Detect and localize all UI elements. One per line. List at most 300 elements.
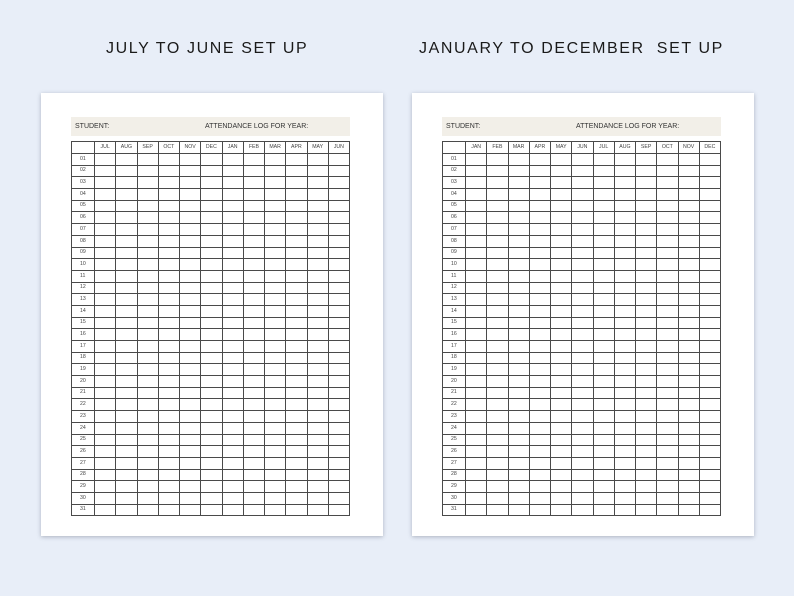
attendance-cell[interactable] [678,434,699,446]
attendance-cell[interactable] [614,411,635,423]
attendance-cell[interactable] [699,224,720,236]
attendance-cell[interactable] [137,434,158,446]
attendance-cell[interactable] [116,329,137,341]
attendance-cell[interactable] [529,270,550,282]
attendance-cell[interactable] [95,294,116,306]
attendance-cell[interactable] [487,259,508,271]
attendance-cell[interactable] [614,434,635,446]
attendance-cell[interactable] [265,329,286,341]
attendance-cell[interactable] [636,387,657,399]
attendance-cell[interactable] [243,469,264,481]
attendance-cell[interactable] [572,352,593,364]
attendance-cell[interactable] [328,364,349,376]
attendance-cell[interactable] [551,446,572,458]
attendance-cell[interactable] [137,352,158,364]
attendance-cell[interactable] [137,411,158,423]
attendance-cell[interactable] [116,352,137,364]
attendance-cell[interactable] [158,411,179,423]
attendance-cell[interactable] [487,457,508,469]
attendance-cell[interactable] [158,364,179,376]
attendance-cell[interactable] [678,282,699,294]
attendance-cell[interactable] [657,492,678,504]
attendance-cell[interactable] [95,154,116,166]
attendance-cell[interactable] [678,235,699,247]
attendance-cell[interactable] [95,200,116,212]
attendance-cell[interactable] [265,352,286,364]
attendance-cell[interactable] [158,154,179,166]
attendance-cell[interactable] [137,422,158,434]
attendance-cell[interactable] [201,224,222,236]
attendance-cell[interactable] [508,329,529,341]
attendance-cell[interactable] [286,329,307,341]
attendance-cell[interactable] [328,317,349,329]
attendance-cell[interactable] [572,364,593,376]
attendance-cell[interactable] [636,352,657,364]
attendance-cell[interactable] [466,177,487,189]
attendance-cell[interactable] [265,411,286,423]
attendance-cell[interactable] [116,270,137,282]
attendance-cell[interactable] [222,481,243,493]
attendance-cell[interactable] [180,492,201,504]
attendance-cell[interactable] [95,387,116,399]
attendance-cell[interactable] [95,492,116,504]
attendance-cell[interactable] [593,434,614,446]
attendance-cell[interactable] [487,446,508,458]
attendance-cell[interactable] [286,270,307,282]
attendance-cell[interactable] [222,376,243,388]
attendance-cell[interactable] [137,200,158,212]
attendance-cell[interactable] [572,212,593,224]
attendance-cell[interactable] [636,329,657,341]
attendance-cell[interactable] [636,177,657,189]
attendance-cell[interactable] [116,200,137,212]
attendance-cell[interactable] [243,317,264,329]
attendance-cell[interactable] [657,387,678,399]
attendance-cell[interactable] [265,270,286,282]
attendance-cell[interactable] [593,399,614,411]
attendance-cell[interactable] [116,189,137,201]
attendance-cell[interactable] [137,469,158,481]
attendance-cell[interactable] [657,317,678,329]
attendance-cell[interactable] [487,411,508,423]
attendance-cell[interactable] [487,282,508,294]
attendance-cell[interactable] [593,282,614,294]
attendance-cell[interactable] [699,434,720,446]
attendance-cell[interactable] [551,399,572,411]
attendance-cell[interactable] [95,504,116,516]
attendance-cell[interactable] [614,457,635,469]
attendance-cell[interactable] [137,504,158,516]
attendance-cell[interactable] [529,235,550,247]
attendance-cell[interactable] [201,282,222,294]
attendance-cell[interactable] [222,200,243,212]
attendance-cell[interactable] [614,352,635,364]
attendance-cell[interactable] [222,492,243,504]
attendance-cell[interactable] [487,294,508,306]
attendance-cell[interactable] [466,399,487,411]
attendance-cell[interactable] [551,177,572,189]
attendance-cell[interactable] [286,399,307,411]
attendance-cell[interactable] [286,212,307,224]
attendance-cell[interactable] [286,294,307,306]
attendance-cell[interactable] [657,177,678,189]
attendance-cell[interactable] [180,457,201,469]
attendance-cell[interactable] [201,329,222,341]
attendance-cell[interactable] [116,364,137,376]
attendance-cell[interactable] [699,235,720,247]
attendance-cell[interactable] [508,189,529,201]
attendance-cell[interactable] [243,504,264,516]
attendance-cell[interactable] [243,422,264,434]
attendance-cell[interactable] [158,200,179,212]
attendance-cell[interactable] [508,364,529,376]
attendance-cell[interactable] [265,422,286,434]
attendance-cell[interactable] [487,376,508,388]
attendance-cell[interactable] [158,457,179,469]
attendance-cell[interactable] [551,457,572,469]
attendance-cell[interactable] [286,235,307,247]
attendance-cell[interactable] [201,235,222,247]
attendance-cell[interactable] [286,492,307,504]
attendance-cell[interactable] [636,446,657,458]
attendance-cell[interactable] [116,481,137,493]
attendance-cell[interactable] [265,364,286,376]
attendance-cell[interactable] [487,434,508,446]
attendance-cell[interactable] [529,224,550,236]
attendance-cell[interactable] [508,247,529,259]
attendance-cell[interactable] [466,200,487,212]
attendance-cell[interactable] [137,457,158,469]
attendance-cell[interactable] [243,235,264,247]
attendance-cell[interactable] [328,481,349,493]
attendance-cell[interactable] [222,224,243,236]
attendance-cell[interactable] [116,457,137,469]
attendance-cell[interactable] [307,200,328,212]
attendance-cell[interactable] [201,469,222,481]
attendance-cell[interactable] [636,305,657,317]
attendance-cell[interactable] [699,492,720,504]
attendance-cell[interactable] [508,492,529,504]
attendance-cell[interactable] [158,376,179,388]
attendance-cell[interactable] [116,305,137,317]
attendance-cell[interactable] [222,341,243,353]
attendance-cell[interactable] [243,294,264,306]
attendance-cell[interactable] [180,224,201,236]
attendance-cell[interactable] [699,270,720,282]
attendance-cell[interactable] [180,165,201,177]
attendance-cell[interactable] [222,154,243,166]
attendance-cell[interactable] [657,422,678,434]
attendance-cell[interactable] [657,411,678,423]
attendance-cell[interactable] [286,469,307,481]
attendance-cell[interactable] [158,247,179,259]
attendance-cell[interactable] [158,329,179,341]
attendance-cell[interactable] [137,224,158,236]
attendance-cell[interactable] [286,177,307,189]
attendance-cell[interactable] [466,329,487,341]
attendance-cell[interactable] [180,305,201,317]
attendance-cell[interactable] [487,165,508,177]
attendance-cell[interactable] [116,469,137,481]
attendance-cell[interactable] [508,481,529,493]
attendance-cell[interactable] [614,317,635,329]
attendance-cell[interactable] [614,165,635,177]
attendance-cell[interactable] [158,212,179,224]
attendance-cell[interactable] [95,165,116,177]
attendance-cell[interactable] [158,492,179,504]
attendance-cell[interactable] [158,305,179,317]
attendance-cell[interactable] [551,317,572,329]
attendance-cell[interactable] [572,481,593,493]
attendance-cell[interactable] [614,504,635,516]
attendance-cell[interactable] [593,457,614,469]
attendance-cell[interactable] [95,270,116,282]
attendance-cell[interactable] [466,492,487,504]
attendance-cell[interactable] [158,294,179,306]
attendance-cell[interactable] [201,317,222,329]
attendance-cell[interactable] [307,270,328,282]
attendance-cell[interactable] [116,341,137,353]
attendance-cell[interactable] [137,446,158,458]
attendance-cell[interactable] [466,341,487,353]
attendance-cell[interactable] [466,165,487,177]
attendance-cell[interactable] [328,200,349,212]
attendance-cell[interactable] [614,282,635,294]
attendance-cell[interactable] [593,469,614,481]
attendance-cell[interactable] [636,376,657,388]
attendance-cell[interactable] [636,469,657,481]
attendance-cell[interactable] [307,317,328,329]
attendance-cell[interactable] [265,434,286,446]
attendance-cell[interactable] [593,364,614,376]
attendance-cell[interactable] [593,411,614,423]
attendance-cell[interactable] [265,446,286,458]
attendance-cell[interactable] [636,317,657,329]
attendance-cell[interactable] [614,364,635,376]
attendance-cell[interactable] [593,305,614,317]
attendance-cell[interactable] [201,446,222,458]
attendance-cell[interactable] [158,224,179,236]
attendance-cell[interactable] [95,411,116,423]
attendance-cell[interactable] [328,212,349,224]
attendance-cell[interactable] [593,165,614,177]
attendance-cell[interactable] [286,376,307,388]
attendance-cell[interactable] [657,247,678,259]
attendance-cell[interactable] [678,364,699,376]
attendance-cell[interactable] [328,411,349,423]
attendance-cell[interactable] [286,282,307,294]
attendance-cell[interactable] [487,492,508,504]
attendance-cell[interactable] [657,434,678,446]
attendance-cell[interactable] [529,294,550,306]
attendance-cell[interactable] [95,305,116,317]
attendance-cell[interactable] [699,177,720,189]
attendance-cell[interactable] [201,259,222,271]
attendance-cell[interactable] [243,376,264,388]
attendance-cell[interactable] [137,294,158,306]
attendance-cell[interactable] [699,387,720,399]
attendance-cell[interactable] [307,352,328,364]
attendance-cell[interactable] [508,165,529,177]
attendance-cell[interactable] [307,422,328,434]
attendance-cell[interactable] [487,235,508,247]
attendance-cell[interactable] [307,504,328,516]
attendance-cell[interactable] [572,247,593,259]
attendance-cell[interactable] [466,259,487,271]
attendance-cell[interactable] [180,200,201,212]
attendance-cell[interactable] [201,189,222,201]
attendance-cell[interactable] [593,212,614,224]
attendance-cell[interactable] [487,504,508,516]
attendance-cell[interactable] [180,434,201,446]
attendance-cell[interactable] [636,154,657,166]
attendance-cell[interactable] [158,259,179,271]
attendance-cell[interactable] [137,212,158,224]
attendance-cell[interactable] [678,305,699,317]
attendance-cell[interactable] [95,259,116,271]
attendance-cell[interactable] [222,165,243,177]
attendance-cell[interactable] [678,270,699,282]
attendance-cell[interactable] [265,457,286,469]
attendance-cell[interactable] [572,329,593,341]
attendance-cell[interactable] [572,504,593,516]
attendance-cell[interactable] [572,469,593,481]
attendance-cell[interactable] [487,481,508,493]
attendance-cell[interactable] [328,259,349,271]
attendance-cell[interactable] [678,165,699,177]
attendance-cell[interactable] [180,411,201,423]
attendance-cell[interactable] [95,341,116,353]
attendance-cell[interactable] [328,469,349,481]
attendance-cell[interactable] [508,259,529,271]
attendance-cell[interactable] [180,189,201,201]
attendance-cell[interactable] [529,469,550,481]
attendance-cell[interactable] [137,399,158,411]
attendance-cell[interactable] [572,305,593,317]
attendance-cell[interactable] [466,189,487,201]
attendance-cell[interactable] [328,189,349,201]
attendance-cell[interactable] [699,422,720,434]
attendance-cell[interactable] [614,259,635,271]
attendance-cell[interactable] [551,341,572,353]
attendance-cell[interactable] [222,177,243,189]
attendance-cell[interactable] [657,305,678,317]
attendance-cell[interactable] [551,305,572,317]
attendance-cell[interactable] [95,235,116,247]
attendance-cell[interactable] [699,329,720,341]
attendance-cell[interactable] [487,387,508,399]
attendance-cell[interactable] [529,492,550,504]
attendance-cell[interactable] [614,154,635,166]
attendance-cell[interactable] [593,154,614,166]
attendance-cell[interactable] [678,329,699,341]
attendance-cell[interactable] [95,212,116,224]
attendance-cell[interactable] [614,376,635,388]
attendance-cell[interactable] [158,189,179,201]
attendance-cell[interactable] [328,492,349,504]
attendance-cell[interactable] [222,352,243,364]
attendance-cell[interactable] [699,212,720,224]
attendance-cell[interactable] [265,235,286,247]
attendance-cell[interactable] [657,294,678,306]
attendance-cell[interactable] [243,212,264,224]
attendance-cell[interactable] [328,282,349,294]
attendance-cell[interactable] [137,387,158,399]
attendance-cell[interactable] [137,341,158,353]
attendance-cell[interactable] [158,434,179,446]
attendance-cell[interactable] [508,235,529,247]
attendance-cell[interactable] [636,457,657,469]
attendance-cell[interactable] [487,352,508,364]
attendance-cell[interactable] [466,317,487,329]
attendance-cell[interactable] [265,341,286,353]
attendance-cell[interactable] [137,329,158,341]
attendance-cell[interactable] [551,200,572,212]
attendance-cell[interactable] [265,259,286,271]
attendance-cell[interactable] [265,469,286,481]
attendance-cell[interactable] [572,200,593,212]
attendance-cell[interactable] [286,317,307,329]
attendance-cell[interactable] [508,154,529,166]
attendance-cell[interactable] [180,504,201,516]
attendance-cell[interactable] [572,341,593,353]
attendance-cell[interactable] [243,352,264,364]
attendance-cell[interactable] [508,376,529,388]
attendance-cell[interactable] [636,341,657,353]
attendance-cell[interactable] [158,481,179,493]
attendance-cell[interactable] [572,317,593,329]
attendance-cell[interactable] [487,305,508,317]
attendance-cell[interactable] [328,504,349,516]
attendance-cell[interactable] [95,364,116,376]
attendance-cell[interactable] [180,352,201,364]
attendance-cell[interactable] [636,189,657,201]
attendance-cell[interactable] [201,341,222,353]
attendance-cell[interactable] [529,247,550,259]
attendance-cell[interactable] [201,270,222,282]
attendance-cell[interactable] [201,305,222,317]
attendance-cell[interactable] [636,481,657,493]
attendance-cell[interactable] [529,329,550,341]
attendance-cell[interactable] [657,270,678,282]
attendance-cell[interactable] [265,247,286,259]
attendance-cell[interactable] [286,504,307,516]
attendance-cell[interactable] [529,212,550,224]
attendance-cell[interactable] [466,446,487,458]
attendance-cell[interactable] [116,247,137,259]
attendance-cell[interactable] [201,352,222,364]
attendance-cell[interactable] [307,399,328,411]
attendance-cell[interactable] [551,352,572,364]
attendance-cell[interactable] [657,282,678,294]
attendance-cell[interactable] [243,446,264,458]
attendance-cell[interactable] [243,492,264,504]
attendance-cell[interactable] [95,376,116,388]
attendance-cell[interactable] [158,469,179,481]
attendance-cell[interactable] [243,224,264,236]
attendance-cell[interactable] [137,282,158,294]
attendance-cell[interactable] [265,399,286,411]
attendance-cell[interactable] [657,329,678,341]
attendance-cell[interactable] [508,504,529,516]
attendance-cell[interactable] [551,469,572,481]
attendance-cell[interactable] [508,411,529,423]
attendance-cell[interactable] [487,247,508,259]
attendance-cell[interactable] [508,387,529,399]
attendance-cell[interactable] [487,399,508,411]
attendance-cell[interactable] [307,294,328,306]
attendance-cell[interactable] [328,154,349,166]
